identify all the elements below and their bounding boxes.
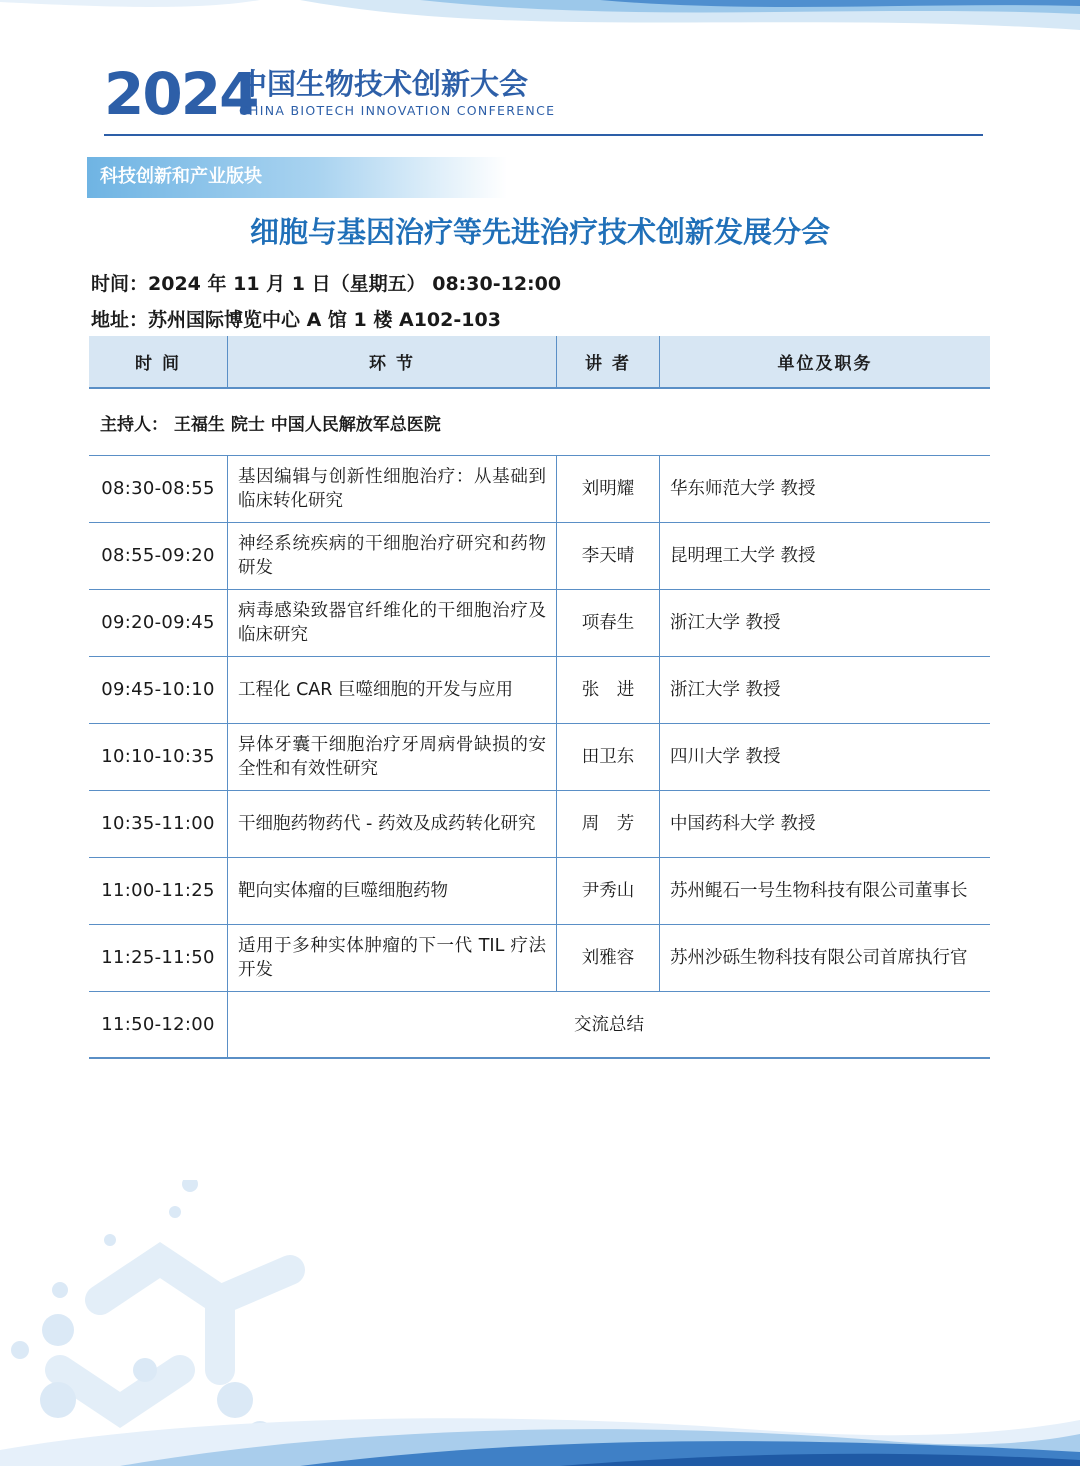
row-topic: 神经系统疾病的干细胞治疗研究和药物研发 [228,523,557,589]
row-speaker: 张 进 [557,657,660,723]
table-row [89,791,990,858]
row-speaker: 项春生 [557,590,660,656]
row-affiliation: 浙江大学 教授 [670,680,781,700]
row-time: 09:45-10:10 [89,657,228,723]
header-time: 时 间 [89,336,228,387]
row-topic: 异体牙囊干细胞治疗牙周病骨缺损的安全性和有效性研究 [228,724,557,790]
conference-year: 2024 [104,60,258,128]
conference-name-en: CHINA BIOTECH INNOVATION CONFERENCE [239,103,556,118]
closing-label: 交流总结 [574,1014,644,1035]
row-topic: 工程化 CAR 巨噬细胞的开发与应用 [228,657,557,723]
row-affiliation: 中国药科大学 教授 [670,814,816,834]
row-speaker: 尹秀山 [557,858,660,924]
row-affiliation: 苏州鲲石一号生物科技有限公司董事长 [670,881,968,901]
row-time: 10:35-11:00 [89,791,228,857]
row-time: 10:10-10:35 [89,724,228,790]
row-speaker: 刘雅容 [557,925,660,991]
row-affiliation: 四川大学 教授 [670,747,781,767]
row-time: 09:20-09:45 [89,590,228,656]
row-affiliation: 华东师范大学 教授 [670,479,816,499]
host-row: 主持人： 王福生 院士 中国人民解放军总医院 [89,389,990,456]
row-time: 11:00-11:25 [89,858,228,924]
conference-header [104,62,984,136]
row-speaker: 李天晴 [557,523,660,589]
session-time: 时间：2024 年 11 月 1 日（星期五） 08:30-12:00 [91,273,562,295]
row-time: 11:25-11:50 [89,925,228,991]
table-row [89,657,990,724]
table-row [89,523,990,590]
top-wave-decoration [0,0,1080,60]
row-time: 08:55-09:20 [89,523,228,589]
row-speaker: 周 芳 [557,791,660,857]
row-speaker: 刘明耀 [557,456,660,522]
schedule-table [89,336,990,1059]
header-topic: 环 节 [228,336,557,387]
row-affiliation: 昆明理工大学 教授 [670,546,816,566]
header-affiliation: 单位及职务 [777,354,873,374]
section-tag [87,157,507,198]
row-time: 08:30-08:55 [89,456,228,522]
bottom-molecule-decoration [0,1180,1080,1466]
table-row-closing [89,992,990,1059]
table-row [89,925,990,992]
conference-name-cn: 中国生物技术创新大会 [238,67,529,101]
section-tag-label: 科技创新和产业版块 [100,166,262,187]
row-topic: 靶向实体瘤的巨噬细胞药物 [228,858,557,924]
row-topic: 基因编辑与创新性细胞治疗：从基础到临床转化研究 [228,456,557,522]
row-affiliation: 浙江大学 教授 [670,613,781,633]
row-speaker: 田卫东 [557,724,660,790]
header-divider [104,134,983,136]
table-row [89,724,990,791]
row-time: 11:50-12:00 [89,992,228,1057]
row-topic: 病毒感染致器官纤维化的干细胞治疗及临床研究 [228,590,557,656]
header-speaker: 讲 者 [557,336,660,387]
table-row [89,858,990,925]
session-venue: 地址：苏州国际博览中心 A 馆 1 楼 A102-103 [91,309,501,331]
table-header [89,336,990,389]
row-affiliation: 苏州沙砾生物科技有限公司首席执行官 [670,948,968,968]
row-topic: 适用于多种实体肿瘤的下一代 TIL 疗法开发 [228,925,557,991]
row-topic: 干细胞药物药代 - 药效及成药转化研究 [228,791,557,857]
table-row [89,590,990,657]
session-title: 细胞与基因治疗等先进治疗技术创新发展分会 [249,215,830,249]
table-row [89,456,990,523]
